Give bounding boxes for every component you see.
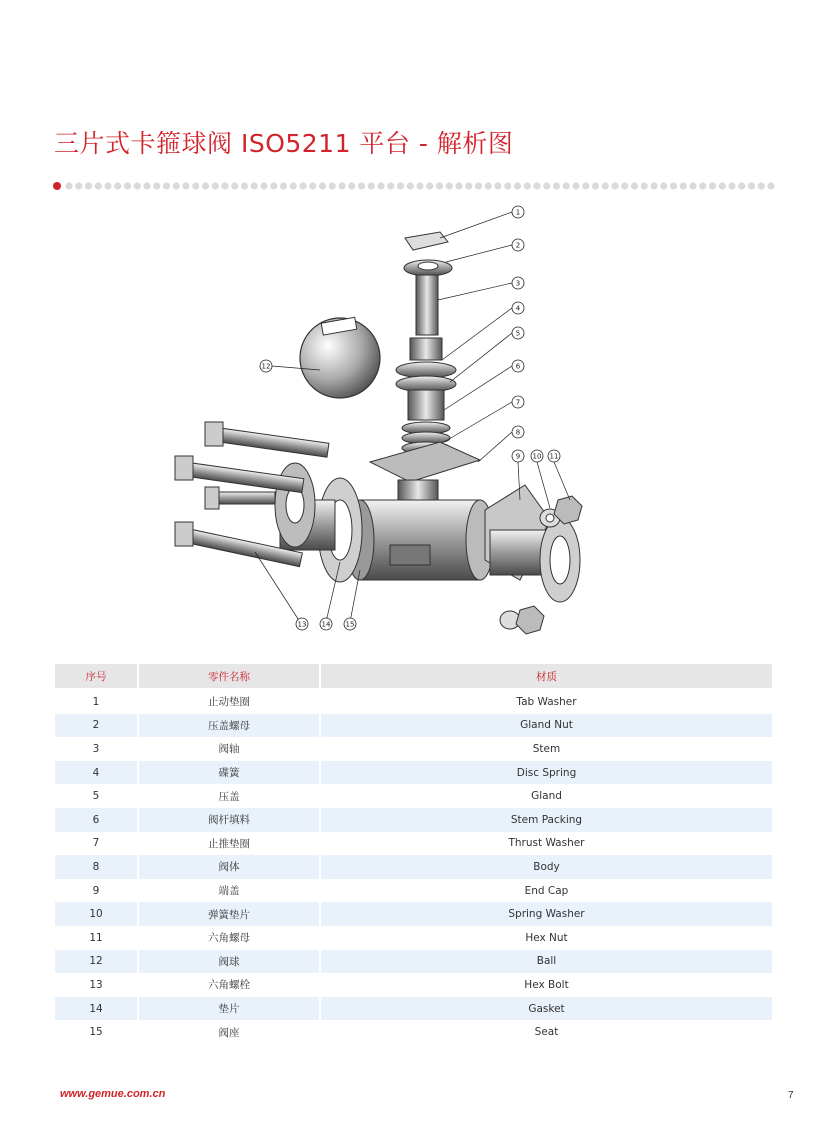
cell-material: End Cap (321, 879, 772, 903)
callout-5 (512, 327, 524, 339)
cell-material: Seat (321, 1020, 772, 1044)
cell-no: 13 (55, 973, 137, 997)
callout-13 (296, 618, 308, 630)
header-name: 零件名称 (139, 664, 319, 690)
callout-label: 13 (297, 620, 307, 629)
table-row (55, 950, 772, 974)
callout-label: 10 (532, 452, 542, 461)
cell-no: 2 (55, 714, 137, 738)
callout-label: 11 (549, 452, 559, 461)
cell-no: 3 (55, 737, 137, 761)
callout-label: 12 (261, 362, 271, 371)
cell-material: Gland Nut (321, 714, 772, 738)
stem-assembly (396, 232, 456, 454)
cell-name: 阀座 (139, 1020, 319, 1044)
exploded-view-drawing (160, 200, 610, 640)
table-row (55, 1020, 772, 1044)
callout-label: 2 (515, 241, 521, 250)
cell-name: 阀球 (139, 950, 319, 974)
page-title: 三片式卡箍球阀 ISO5211 平台 - 解析图 (54, 129, 514, 158)
cell-name: 弹簧垫片 (139, 902, 319, 926)
cell-no: 6 (55, 808, 137, 832)
cell-no: 12 (55, 950, 137, 974)
cell-no: 9 (55, 879, 137, 903)
table-row (55, 808, 772, 832)
callout-label: 1 (515, 208, 521, 217)
cell-material: Gasket (321, 997, 772, 1021)
callout-label: 8 (515, 428, 521, 437)
table-row (55, 879, 772, 903)
cell-name: 碟簧 (139, 761, 319, 785)
cell-material: Body (321, 855, 772, 879)
callout-15 (344, 618, 356, 630)
cell-material: Hex Bolt (321, 973, 772, 997)
table-row (55, 714, 772, 738)
cell-name: 阀轴 (139, 737, 319, 761)
callout-4 (512, 302, 524, 314)
cell-material: Hex Nut (321, 926, 772, 950)
divider-red-dot (53, 182, 61, 190)
cell-no: 14 (55, 997, 137, 1021)
cell-material: Gland (321, 784, 772, 808)
cell-name: 止动垫圈 (139, 690, 319, 714)
cell-material: Stem Packing (321, 808, 772, 832)
callout-3 (512, 277, 524, 289)
callout-1 (512, 206, 524, 218)
cell-name: 压盖螺母 (139, 714, 319, 738)
cell-no: 1 (55, 690, 137, 714)
cell-no: 10 (55, 902, 137, 926)
table-row (55, 926, 772, 950)
header-material: 材质 (321, 664, 772, 690)
ball-part (300, 317, 380, 398)
cell-material: Stem (321, 737, 772, 761)
callout-label: 15 (345, 620, 355, 629)
callout-label: 6 (515, 362, 521, 371)
table-row (55, 784, 772, 808)
callout-14 (320, 618, 332, 630)
cell-material: Disc Spring (321, 761, 772, 785)
cell-no: 5 (55, 784, 137, 808)
callout-12 (260, 360, 272, 372)
table-row (55, 737, 772, 761)
table-row (55, 997, 772, 1021)
cell-material: Thrust Washer (321, 832, 772, 856)
dotted-divider (52, 180, 782, 192)
cell-name: 六角螺栓 (139, 973, 319, 997)
callout-10 (531, 450, 543, 462)
table-row (55, 902, 772, 926)
cell-name: 止推垫圈 (139, 832, 319, 856)
cell-material: Ball (321, 950, 772, 974)
table-row (55, 690, 772, 714)
callout-label: 14 (321, 620, 331, 629)
callout-7 (512, 396, 524, 408)
cell-no: 15 (55, 1020, 137, 1044)
cell-material: Tab Washer (321, 690, 772, 714)
cell-no: 8 (55, 855, 137, 879)
page-number: 7 (788, 1090, 794, 1101)
footer-url[interactable]: www.gemue.com.cn (60, 1088, 166, 1100)
cell-name: 阀体 (139, 855, 319, 879)
cell-name: 垫片 (139, 997, 319, 1021)
cell-material: Spring Washer (321, 902, 772, 926)
callout-label: 9 (515, 452, 521, 461)
header-no: 序号 (55, 664, 137, 690)
callout-label: 7 (515, 398, 521, 407)
table-row (55, 832, 772, 856)
callout-label: 3 (515, 279, 521, 288)
callout-9 (512, 450, 524, 462)
body-part (346, 442, 494, 580)
callout-label: 4 (515, 304, 521, 313)
callout-6 (512, 360, 524, 372)
table-row (55, 855, 772, 879)
table-row (55, 973, 772, 997)
cell-name: 六角螺母 (139, 926, 319, 950)
cell-name: 阀杆填料 (139, 808, 319, 832)
parts-table (53, 664, 774, 1044)
cell-no: 4 (55, 761, 137, 785)
cell-name: 压盖 (139, 784, 319, 808)
cell-no: 11 (55, 926, 137, 950)
table-header-row (55, 664, 772, 690)
callout-11 (548, 450, 560, 462)
callout-label: 5 (515, 329, 521, 338)
table-row (55, 761, 772, 785)
callout-2 (512, 239, 524, 251)
cell-no: 7 (55, 832, 137, 856)
callout-8 (512, 426, 524, 438)
cell-name: 端盖 (139, 879, 319, 903)
